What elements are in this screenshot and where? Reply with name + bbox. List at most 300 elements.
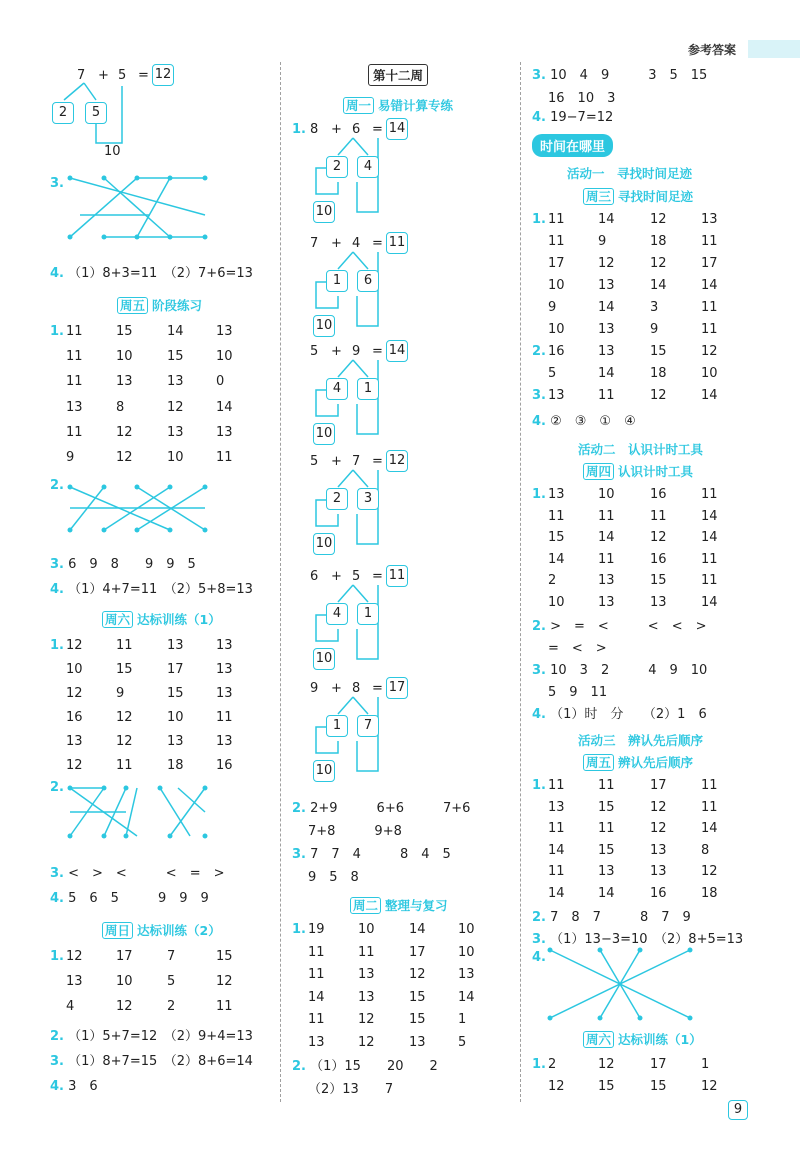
grid-cell: 12 <box>358 1034 375 1050</box>
grid-cell: 11 <box>66 349 83 365</box>
grid-cell: 14 <box>701 278 718 293</box>
section-fri <box>117 296 202 314</box>
grid-cell: 14 <box>598 530 615 545</box>
section-tag: 周五 <box>117 297 148 314</box>
grid-cell: 14 <box>458 989 475 1005</box>
grid-cell: 15 <box>598 842 615 858</box>
section-tag: 周六 <box>583 1031 614 1048</box>
grid-cell: 10 <box>548 322 565 337</box>
section-tue <box>350 896 448 914</box>
split-box-a: 1 <box>326 715 348 737</box>
grid-cell: 9 <box>116 686 125 701</box>
addend-a: 8 <box>310 122 319 137</box>
grid-cell: 12 <box>598 1057 615 1072</box>
grid-cell: 10 <box>358 922 375 937</box>
addend-a: 5 <box>310 454 319 469</box>
grid-cell: 11 <box>308 967 325 982</box>
grid-cell: 10 <box>116 974 133 989</box>
grid-cell: 17 <box>650 1057 667 1072</box>
grid-cell: 13 <box>598 278 615 293</box>
grid-cell: 15 <box>116 324 133 339</box>
addend-b: 8 <box>352 681 361 696</box>
col3-q4-label: 4. <box>532 110 546 125</box>
grid-cell: 18 <box>650 234 667 249</box>
grid-cell: 12 <box>116 999 133 1014</box>
section-title: 达标训练（1） <box>137 612 221 627</box>
grid-cell: 12 <box>216 974 233 989</box>
split-box-a: 2 <box>326 488 348 510</box>
equals-sign: = <box>372 236 383 251</box>
sat-q4-text: 5 6 5 9 9 9 <box>68 891 209 906</box>
grid-cell: 13 <box>598 322 615 337</box>
split-box-a: 1 <box>326 270 348 292</box>
grid-cell: 15 <box>548 530 565 545</box>
grid-cell: 13 <box>167 734 184 749</box>
grid-cell: 14 <box>701 508 718 524</box>
grid-cell: 17 <box>650 778 667 793</box>
plus-sign: + <box>331 569 342 584</box>
plus-sign: + <box>331 236 342 251</box>
grid-cell: 13 <box>116 374 133 390</box>
grid-cell: 14 <box>598 212 615 227</box>
grid-cell: 11 <box>701 300 718 315</box>
section-tag: 周二 <box>350 897 381 914</box>
grid-cell: 12 <box>650 388 667 403</box>
grid-cell: 11 <box>308 944 325 960</box>
grid-cell: 13 <box>308 1034 325 1050</box>
split-box-a: 2 <box>52 102 74 124</box>
act2-q1-label: 1. <box>532 487 546 502</box>
grid-cell: 13 <box>167 424 184 440</box>
grid-cell: 11 <box>66 324 83 339</box>
grid-cell: 9 <box>598 234 607 249</box>
result-box: 17 <box>386 677 408 699</box>
grid-cell: 4 <box>66 999 75 1014</box>
act1-q1-label: 1. <box>532 212 546 227</box>
grid-cell: 12 <box>116 424 133 440</box>
grid-cell: 13 <box>167 374 184 390</box>
grid-cell: 11 <box>308 1012 325 1027</box>
grid-cell: 2 <box>548 573 557 588</box>
grid-cell: 13 <box>598 864 615 879</box>
equals-sign: = <box>138 68 149 83</box>
section-fri-col3 <box>583 753 693 771</box>
grid-cell: 10 <box>548 594 565 610</box>
ten-box: 10 <box>313 760 335 782</box>
sun-q2-answer <box>50 1025 253 1044</box>
sat-q3-answer <box>50 862 224 881</box>
grid-cell: 13 <box>216 638 233 653</box>
grid-cell: 15 <box>650 344 667 359</box>
act3-q2-answer <box>532 906 691 925</box>
grid-cell: 13 <box>66 399 83 415</box>
grid-cell: 12 <box>650 530 667 545</box>
fri-q4-answer <box>50 578 253 597</box>
section-title: 寻找时间足迹 <box>618 189 694 204</box>
tue-q1-label: 1. <box>292 922 306 937</box>
grid-cell: 9 <box>66 450 75 465</box>
equals-sign: = <box>372 344 383 359</box>
grid-cell: 5 <box>167 974 176 989</box>
result-box: 14 <box>386 118 408 140</box>
grid-cell: 13 <box>66 974 83 989</box>
unit-title-pill: 时间在哪里 <box>532 134 613 157</box>
ten-box: 10 <box>313 423 335 445</box>
ten-box: 10 <box>313 315 335 337</box>
section-tag: 周三 <box>583 188 614 205</box>
plus-sign: + <box>331 344 342 359</box>
grid-cell: 12 <box>701 344 718 359</box>
grid-cell: 14 <box>216 399 233 415</box>
act3-q3-text: （1）13−3=10 （2）8+5=13 <box>550 932 744 947</box>
addend-b: 9 <box>352 344 361 359</box>
grid-cell: 14 <box>308 989 325 1005</box>
grid-cell: 13 <box>650 864 667 879</box>
addend-b: 5 <box>352 569 361 584</box>
sun-q3-text: （1）8+7=15 （2）8+6=14 <box>68 1054 253 1069</box>
act1-q2-label: 2. <box>532 344 546 359</box>
addend-b: 4 <box>352 236 361 251</box>
split-box-b: 4 <box>357 156 379 178</box>
col3-sat-q1-label: 1. <box>532 1057 546 1072</box>
equals-sign: = <box>372 681 383 696</box>
equals-sign: = <box>372 454 383 469</box>
page-number: 9 <box>728 1100 748 1120</box>
activity1-title: 活动一 寻找时间足迹 <box>567 166 693 181</box>
grid-cell: 11 <box>548 778 565 793</box>
section-sun <box>102 921 221 939</box>
grid-cell: 2 <box>548 1057 557 1072</box>
grid-cell: 14 <box>409 922 426 937</box>
act2-q3-label: 3. <box>532 663 546 678</box>
grid-cell: 11 <box>701 778 718 793</box>
grid-cell: 11 <box>701 799 718 815</box>
section-tag: 周四 <box>583 463 614 480</box>
grid-cell: 11 <box>701 322 718 337</box>
grid-cell: 13 <box>167 638 184 653</box>
col3-q3-label: 3. <box>532 68 546 83</box>
act3-q1-label: 1. <box>532 778 546 793</box>
grid-cell: 12 <box>116 710 133 725</box>
grid-cell: 12 <box>701 864 718 879</box>
grid-cell: 13 <box>650 842 667 858</box>
q3-label: 3. <box>50 176 64 191</box>
col3-q3-answer <box>532 64 707 83</box>
act2-q4-label: 4. <box>532 707 546 722</box>
act1-q3-label: 3. <box>532 388 546 403</box>
grid-cell: 3 <box>650 300 659 315</box>
act2-q3-answer <box>532 659 707 678</box>
grid-cell: 15 <box>216 949 233 964</box>
activity2-title: 活动二 认识计时工具 <box>578 442 704 457</box>
grid-cell: 14 <box>598 366 615 381</box>
grid-cell: 8 <box>116 399 125 415</box>
grid-cell: 13 <box>216 424 233 440</box>
grid-cell: 11 <box>598 551 615 567</box>
result-box: 12 <box>152 64 174 86</box>
act2-q4-answer <box>532 703 707 722</box>
addend-a: 6 <box>310 569 319 584</box>
addend-b: 5 <box>118 68 127 83</box>
grid-cell: 13 <box>701 212 718 227</box>
section-thu <box>583 462 693 480</box>
grid-cell: 17 <box>167 662 184 677</box>
grid-cell: 13 <box>216 662 233 677</box>
grid-cell: 14 <box>598 885 615 901</box>
sun-q3-label: 3. <box>50 1054 64 1069</box>
act2-q2-label: 2. <box>532 619 546 634</box>
act2-q2-answer <box>532 615 706 634</box>
result-box: 11 <box>386 232 408 254</box>
grid-cell: 15 <box>409 1012 426 1027</box>
grid-cell: 14 <box>548 842 565 858</box>
grid-cell: 15 <box>650 573 667 588</box>
grid-cell: 12 <box>116 734 133 749</box>
col3-q3-row1: 10 4 9 3 5 15 <box>550 68 708 83</box>
activity3-title: 活动三 辨认先后顺序 <box>578 733 704 748</box>
split-box-a: 4 <box>326 603 348 625</box>
ten-value: 10 <box>104 144 121 159</box>
section-sat <box>102 610 221 628</box>
section-title: 达标训练（1） <box>618 1032 702 1047</box>
fri-q3-text: 6 9 8 9 9 5 <box>68 557 196 572</box>
result-box: 11 <box>386 565 408 587</box>
grid-cell: 13 <box>66 734 83 749</box>
grid-cell: 13 <box>216 324 233 339</box>
split-box-b: 7 <box>357 715 379 737</box>
ten-box: 10 <box>313 533 335 555</box>
grid-cell: 10 <box>701 366 718 381</box>
split-box-a: 4 <box>326 378 348 400</box>
act1-q4-answer <box>532 410 636 429</box>
grid-cell: 17 <box>701 256 718 271</box>
grid-cell: 16 <box>548 344 565 359</box>
grid-cell: 12 <box>548 1079 565 1094</box>
grid-cell: 12 <box>66 638 83 653</box>
grid-cell: 9 <box>548 300 557 315</box>
act3-q2-text: 7 8 7 8 7 9 <box>550 910 691 925</box>
grid-cell: 11 <box>548 821 565 836</box>
grid-cell: 14 <box>701 821 718 836</box>
grid-cell: 13 <box>598 573 615 588</box>
grid-cell: 16 <box>650 551 667 567</box>
grid-cell: 10 <box>66 662 83 677</box>
fri-q4-text: （1）4+7=11 （2）5+8=13 <box>68 582 253 597</box>
addend-a: 7 <box>77 68 86 83</box>
grid-cell: 16 <box>216 758 233 773</box>
grid-cell: 13 <box>216 734 233 749</box>
grid-cell: 12 <box>358 1012 375 1027</box>
grid-cell: 5 <box>548 366 557 381</box>
grid-cell: 14 <box>167 324 184 339</box>
fri-q3-answer <box>50 553 196 572</box>
grid-cell: 13 <box>358 967 375 982</box>
grid-cell: 12 <box>116 450 133 465</box>
addend-b: 7 <box>352 454 361 469</box>
grid-cell: 16 <box>650 885 667 901</box>
grid-cell: 11 <box>216 999 233 1014</box>
grid-cell: 1 <box>458 1012 467 1027</box>
split-box-b: 1 <box>357 378 379 400</box>
grid-cell: 13 <box>216 686 233 701</box>
addend-a: 5 <box>310 344 319 359</box>
grid-cell: 19 <box>308 922 325 937</box>
q4-label: 4. <box>50 266 64 281</box>
grid-cell: 10 <box>216 349 233 365</box>
grid-cell: 7 <box>167 949 176 964</box>
fri-q2-label: 2. <box>50 478 64 493</box>
grid-cell: 8 <box>701 842 710 858</box>
col2-q2-row1: 2+9 6+6 7+6 <box>310 801 471 816</box>
grid-cell: 11 <box>66 424 83 440</box>
grid-cell: 1 <box>701 1057 710 1072</box>
grid-cell: 12 <box>650 256 667 271</box>
grid-cell: 14 <box>650 278 667 293</box>
act2-q2-row1: > = < < < > <box>550 619 707 634</box>
grid-cell: 11 <box>598 778 615 793</box>
ten-box: 10 <box>313 648 335 670</box>
grid-cell: 13 <box>548 799 565 815</box>
plus-sign: + <box>331 681 342 696</box>
sat-q3-label: 3. <box>50 866 64 881</box>
grid-cell: 17 <box>409 944 426 960</box>
act1-q4-label: 4. <box>532 414 546 429</box>
sat-q4-answer <box>50 887 209 906</box>
sat-q1-label: 1. <box>50 638 64 653</box>
grid-cell: 11 <box>66 374 83 390</box>
col3-q4-answer <box>532 110 613 125</box>
sun-q4-answer <box>50 1075 98 1094</box>
grid-cell: 11 <box>598 508 615 524</box>
section-title: 辨认先后顺序 <box>618 755 694 770</box>
result-box: 12 <box>386 450 408 472</box>
grid-cell: 5 <box>458 1034 467 1050</box>
grid-cell: 10 <box>458 944 475 960</box>
grid-cell: 15 <box>650 1079 667 1094</box>
grid-cell: 12 <box>650 799 667 815</box>
grid-cell: 11 <box>598 388 615 403</box>
grid-cell: 18 <box>167 758 184 773</box>
addend-a: 7 <box>310 236 319 251</box>
q4-answer <box>50 262 253 281</box>
grid-cell: 2 <box>167 999 176 1014</box>
act1-q4-text: ② ③ ① ④ <box>550 414 636 429</box>
grid-cell: 15 <box>598 1079 615 1094</box>
split-box-b: 6 <box>357 270 379 292</box>
grid-cell: 12 <box>167 399 184 415</box>
col2-q3-answer <box>292 843 451 862</box>
grid-cell: 11 <box>701 551 718 567</box>
grid-cell: 13 <box>650 594 667 610</box>
fri-q1-label: 1. <box>50 324 64 339</box>
plus-sign: + <box>331 122 342 137</box>
equals-sign: = <box>372 569 383 584</box>
grid-cell: 10 <box>598 487 615 502</box>
grid-cell: 14 <box>598 300 615 315</box>
split-box-a: 2 <box>326 156 348 178</box>
grid-cell: 12 <box>650 821 667 836</box>
sat-q3-text: < > < < = > <box>68 866 225 881</box>
result-box: 14 <box>386 340 408 362</box>
grid-cell: 13 <box>548 487 565 502</box>
grid-cell: 12 <box>650 212 667 227</box>
sun-q2-text: （1）5+7=12 （2）9+4=13 <box>68 1029 253 1044</box>
grid-cell: 14 <box>701 388 718 403</box>
grid-cell: 15 <box>167 686 184 701</box>
grid-cell: 10 <box>548 278 565 293</box>
grid-cell: 9 <box>650 322 659 337</box>
section-title: 阶段练习 <box>152 298 203 313</box>
col2-q3-row1: 7 7 4 8 4 5 <box>310 847 451 862</box>
equals-sign: = <box>372 122 383 137</box>
grid-cell: 11 <box>701 487 718 502</box>
grid-cell: 18 <box>650 366 667 381</box>
col2-q2-row2: 7+8 9+8 <box>308 824 402 839</box>
grid-cell: 12 <box>409 967 426 982</box>
split-box-b: 3 <box>357 488 379 510</box>
grid-cell: 13 <box>598 344 615 359</box>
act2-q2-row2: = < > <box>548 641 607 656</box>
tue-q2-row1: （1）15 20 2 <box>310 1059 438 1074</box>
grid-cell: 12 <box>66 758 83 773</box>
section-title: 易错计算专练 <box>378 98 454 113</box>
grid-cell: 11 <box>116 638 133 653</box>
addend-b: 6 <box>352 122 361 137</box>
grid-cell: 11 <box>701 234 718 249</box>
col2-q3-row2: 9 5 8 <box>308 870 359 885</box>
tue-q2-answer <box>292 1055 438 1074</box>
q4-text: （1）8+3=11 （2）7+6=13 <box>68 266 253 281</box>
act2-q4-text: （1）时 分 （2）1 6 <box>550 707 707 722</box>
mon-q1-label: 1. <box>292 122 306 137</box>
grid-cell: 11 <box>548 212 565 227</box>
grid-cell: 11 <box>216 450 233 465</box>
col3-q4-text: 19−7=12 <box>550 110 614 125</box>
act2-q3-row2: 5 9 11 <box>548 685 608 700</box>
fri-q3-label: 3. <box>50 557 64 572</box>
grid-cell: 10 <box>167 450 184 465</box>
col2-q2-label: 2. <box>292 801 306 816</box>
grid-cell: 12 <box>66 686 83 701</box>
grid-cell: 14 <box>548 885 565 901</box>
grid-cell: 11 <box>548 508 565 524</box>
sun-q4-label: 4. <box>50 1079 64 1094</box>
grid-cell: 17 <box>548 256 565 271</box>
grid-cell: 13 <box>598 594 615 610</box>
section-title: 整理与复习 <box>385 898 448 913</box>
grid-cell: 15 <box>116 662 133 677</box>
week-title: 第十二周 <box>368 64 428 86</box>
sun-q2-label: 2. <box>50 1029 64 1044</box>
ten-box: 10 <box>313 201 335 223</box>
section-tag: 周一 <box>343 97 374 114</box>
col2-q3-label: 3. <box>292 847 306 862</box>
split-box-b: 1 <box>357 603 379 625</box>
act3-q3-label: 3. <box>532 932 546 947</box>
grid-cell: 15 <box>409 989 426 1005</box>
grid-cell: 16 <box>650 487 667 502</box>
sat-q4-label: 4. <box>50 891 64 906</box>
act3-q4-label: 4. <box>532 950 546 965</box>
tue-q2-label: 2. <box>292 1059 306 1074</box>
grid-cell: 13 <box>548 388 565 403</box>
grid-cell: 11 <box>116 758 133 773</box>
grid-cell: 12 <box>598 256 615 271</box>
sun-q1-label: 1. <box>50 949 64 964</box>
act3-q2-label: 2. <box>532 910 546 925</box>
section-wed <box>583 187 693 205</box>
sat-q2-label: 2. <box>50 780 64 795</box>
